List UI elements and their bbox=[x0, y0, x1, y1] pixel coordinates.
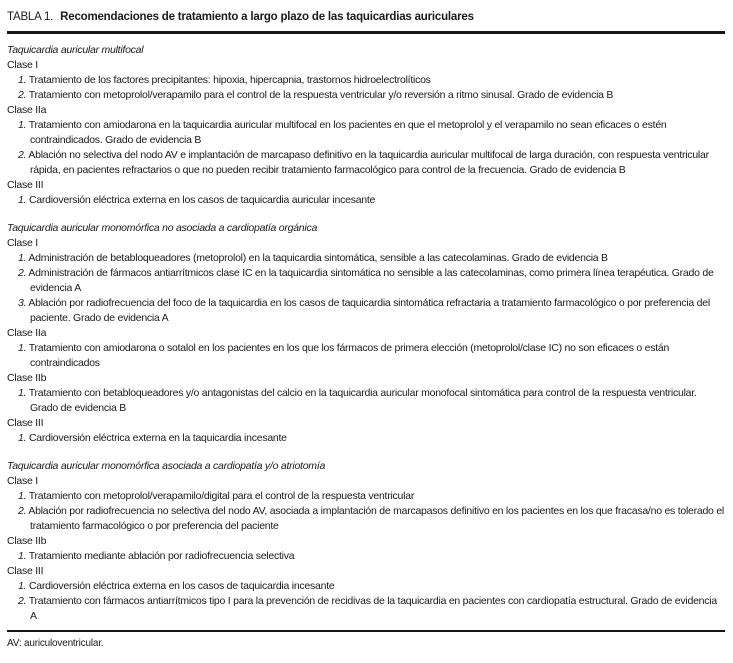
item-number: 2. bbox=[18, 88, 27, 101]
item-number: 1. bbox=[18, 489, 27, 502]
item-number: 2. bbox=[18, 266, 27, 279]
list-item bbox=[7, 148, 725, 178]
list-item bbox=[7, 296, 725, 326]
section-heading: Taquicardia auricular multifocal bbox=[7, 43, 144, 56]
item-number: 1. bbox=[18, 73, 27, 86]
item-text: Administración de fármacos antiarrítmicos clase IC en la taquicardia sintomática no sensible a las catecolaminas, como primera línea terapéutica. Grado de evidencia A bbox=[28, 266, 714, 294]
list-item bbox=[7, 431, 725, 446]
section-heading: Taquicardia auricular monomórfica no asociada a cardiopatía orgánica bbox=[7, 221, 318, 234]
footnote: AV: auriculoventricular. bbox=[7, 637, 104, 649]
item-text: Tratamiento con metoprolol/verapamilo para el control de la respuesta ventricular y/o reversión a ritmo sinusal. Grado de evidencia B bbox=[28, 88, 614, 101]
class-label: Clase IIa bbox=[7, 103, 47, 116]
item-number: 1. bbox=[18, 341, 27, 354]
class-label: Clase I bbox=[7, 474, 38, 487]
list-item bbox=[7, 73, 725, 88]
list-item bbox=[7, 88, 725, 103]
title-rule bbox=[7, 31, 725, 34]
item-text: Tratamiento con fármacos antiarrítmicos tipo I para la prevención de recidivas de la taquicardia en pacientes con cardiopatía estructural. Grado de evidencia A bbox=[28, 594, 717, 622]
list-item bbox=[7, 549, 725, 564]
list-item bbox=[7, 266, 725, 296]
item-text: Ablación por radiofrecuencia no selectiva del nodo AV, asociada a implantación de marcapasos definitivo en los pacientes en los que fracasa/no es tolerado el tratamiento farmacológico o por preferencia del paciente bbox=[28, 504, 724, 532]
item-number: 1. bbox=[18, 193, 27, 206]
class-label: Clase I bbox=[7, 236, 38, 249]
item-number: 2. bbox=[18, 504, 27, 517]
table-number: TABLA 1. bbox=[7, 11, 54, 23]
item-text: Administración de betabloqueadores (metoprolol) en la taquicardia sintomática, sensible a las catecolaminas. Grado de evidencia B bbox=[28, 251, 608, 264]
item-text: Ablación por radiofrecuencia del foco de la taquicardia en los casos de taquicardia sintomática refractaria a tratamiento farmacológico o por preferencia del paciente. Grado de evidencia A bbox=[28, 296, 710, 324]
class-label: Clase III bbox=[7, 564, 44, 577]
section-monomorfica-no-asociada bbox=[7, 221, 725, 446]
footer-rule bbox=[7, 630, 725, 632]
class-label: Clase IIb bbox=[7, 534, 47, 547]
item-text: Cardioversión eléctrica externa en los casos de taquicardia auricular incesante bbox=[28, 193, 376, 206]
list-item bbox=[7, 341, 725, 371]
item-number: 1. bbox=[18, 118, 27, 131]
item-text: Ablación no selectiva del nodo AV e implantación de marcapaso definitivo en la taquicardia auricular multifocal de larga duración, con respuesta ventricular rápida, en pacientes refractarios o que no pueden recibir tratamiento farmacológico para control de la frecuencia. Grado de evidencia B bbox=[28, 148, 709, 176]
table-title bbox=[7, 8, 725, 24]
section-heading: Taquicardia auricular monomórfica asociada a cardiopatía y/o atriotomía bbox=[7, 459, 326, 472]
table-body bbox=[7, 43, 725, 624]
item-number: 1. bbox=[18, 549, 27, 562]
item-number: 1. bbox=[18, 386, 27, 399]
list-item bbox=[7, 504, 725, 534]
class-label: Clase III bbox=[7, 178, 44, 191]
item-text: Tratamiento con amiodarona o sotalol en los pacientes en los que los fármacos de primera elección (metoprolol/clase IC) no son eficaces o están contraindicados bbox=[28, 341, 670, 369]
item-number: 1. bbox=[18, 579, 27, 592]
list-item bbox=[7, 579, 725, 594]
item-number: 2. bbox=[18, 148, 27, 161]
section-monomorfica-asociada bbox=[7, 459, 725, 624]
item-text: Tratamiento con betabloqueadores y/o antagonistas del calcio en la taquicardia auricular monofocal sintomática para control de la respuesta ventricular. Grado de evidencia B bbox=[28, 386, 697, 414]
item-number: 1. bbox=[18, 251, 27, 264]
section-multifocal bbox=[7, 43, 725, 208]
item-number: 1. bbox=[18, 431, 27, 444]
item-text: Cardioversión eléctrica externa en la taquicardia incesante bbox=[28, 431, 287, 444]
list-item bbox=[7, 594, 725, 624]
list-item bbox=[7, 489, 725, 504]
item-text: Tratamiento mediante ablación por radiofrecuencia selectiva bbox=[28, 549, 295, 562]
list-item bbox=[7, 193, 725, 208]
item-text: Tratamiento de los factores precipitantes: hipoxia, hipercapnia, trastornos hidroelectrolíticos bbox=[28, 73, 431, 86]
item-text: Tratamiento con amiodarona en la taquicardia auricular multifocal en los pacientes en que el metoprolol y el verapamilo no sean eficaces o estén contraindicados. Grado de evidencia B bbox=[28, 118, 667, 146]
item-number: 3. bbox=[18, 296, 27, 309]
table-caption: Recomendaciones de tratamiento a largo plazo de las taquicardias auriculares bbox=[60, 11, 474, 23]
class-label: Clase IIa bbox=[7, 326, 47, 339]
list-item bbox=[7, 251, 725, 266]
class-label: Clase IIb bbox=[7, 371, 47, 384]
list-item bbox=[7, 386, 725, 416]
item-number: 2. bbox=[18, 594, 27, 607]
class-label: Clase III bbox=[7, 416, 44, 429]
class-label: Clase I bbox=[7, 58, 38, 71]
list-item bbox=[7, 118, 725, 148]
item-text: Tratamiento con metoprolol/verapamilo/digital para el control de la respuesta ventricular bbox=[28, 489, 415, 502]
item-text: Cardioversión eléctrica externa en los casos de taquicardia incesante bbox=[28, 579, 335, 592]
